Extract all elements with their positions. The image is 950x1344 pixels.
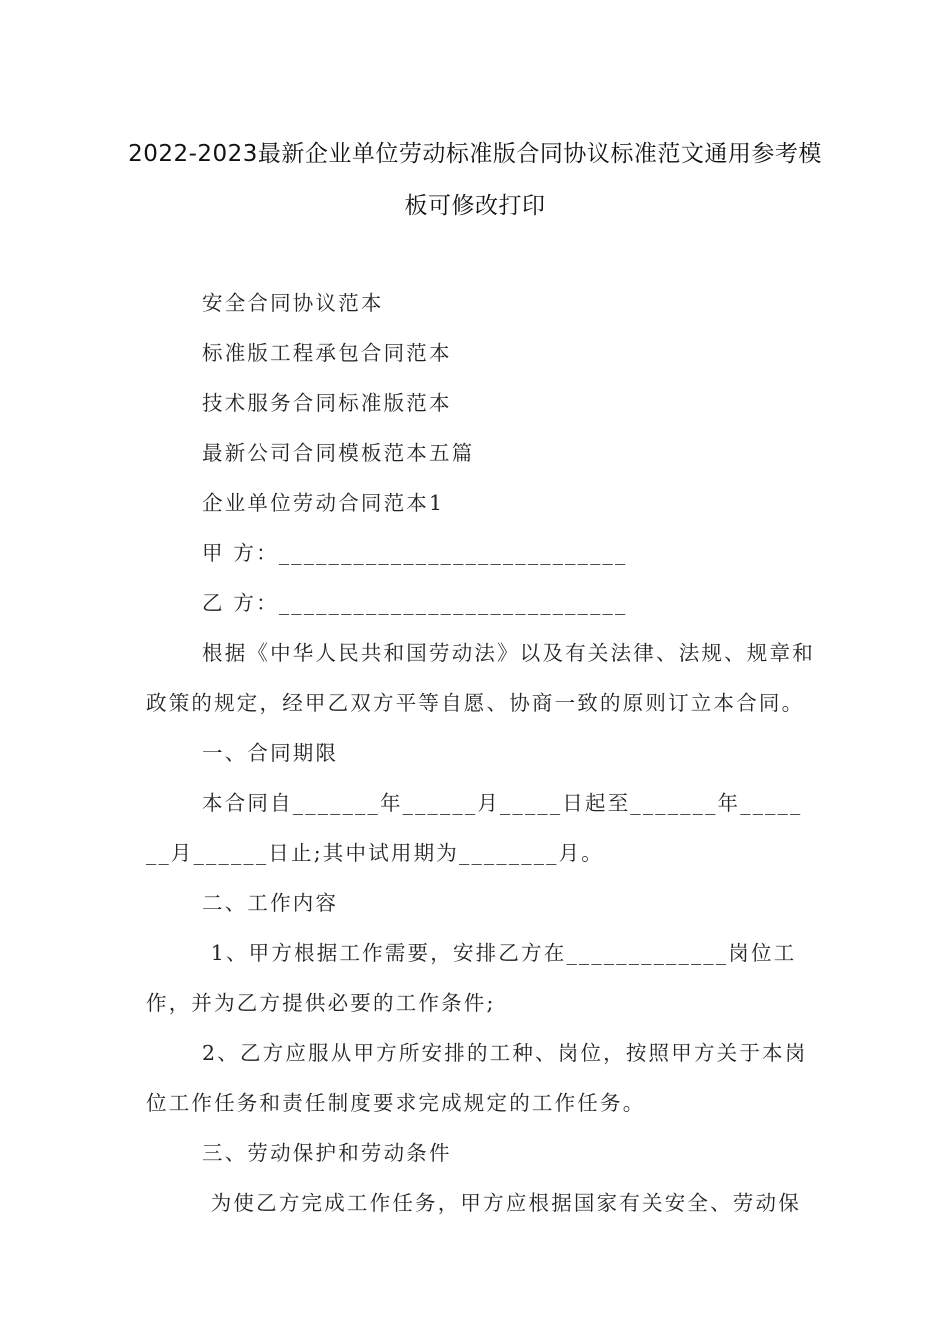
intro-paragraph-line-2: 政策的规定，经甲乙双方平等自愿、协商一致的原则订立本合同。 xyxy=(146,691,805,715)
intro-paragraph-line-1: 根据《中华人民共和国劳动法》以及有关法律、法规、规章和 xyxy=(202,641,815,665)
section-3-heading: 三、劳动保护和劳动条件 xyxy=(202,1141,452,1165)
section-2-heading: 二、工作内容 xyxy=(202,891,339,915)
related-item-5: 企业单位劳动合同范本1 xyxy=(202,491,445,515)
related-item-4: 最新公司合同模板范本五篇 xyxy=(202,441,475,465)
section-2-item-1-line-1: 1、甲方根据工作需要，安排乙方在_____________岗位工 xyxy=(202,941,797,965)
title-line-2: 板可修改打印 xyxy=(404,193,546,219)
title-line-1: 2022-2023最新企业单位劳动标准版合同协议标准范文通用参考模 xyxy=(128,141,822,167)
section-2-item-2-line-1: 2、乙方应服从甲方所安排的工种、岗位，按照甲方关于本岗 xyxy=(202,1041,808,1065)
section-2-item-2-line-2: 位工作任务和责任制度要求完成规定的工作任务。 xyxy=(146,1091,646,1115)
section-1-paragraph-line-2: __月______日止;其中试用期为________月。 xyxy=(146,841,605,865)
document-title xyxy=(100,128,850,232)
section-2-item-1-line-2: 作，并为乙方提供必要的工作条件; xyxy=(146,991,496,1015)
party-a-field: 甲 方：____________________________ xyxy=(202,541,628,565)
section-3-paragraph-line-1: 为使乙方完成工作任务，甲方应根据国家有关安全、劳动保 xyxy=(202,1191,801,1215)
section-1-heading: 一、合同期限 xyxy=(202,741,339,765)
related-item-3: 技术服务合同标准版范本 xyxy=(202,391,452,415)
related-item-2: 标准版工程承包合同范本 xyxy=(202,341,452,365)
party-b-field: 乙 方：____________________________ xyxy=(202,591,628,615)
related-item-1: 安全合同协议范本 xyxy=(202,291,384,315)
section-1-paragraph-line-1: 本合同自_______年______月_____日起至_______年_____ xyxy=(202,791,803,815)
